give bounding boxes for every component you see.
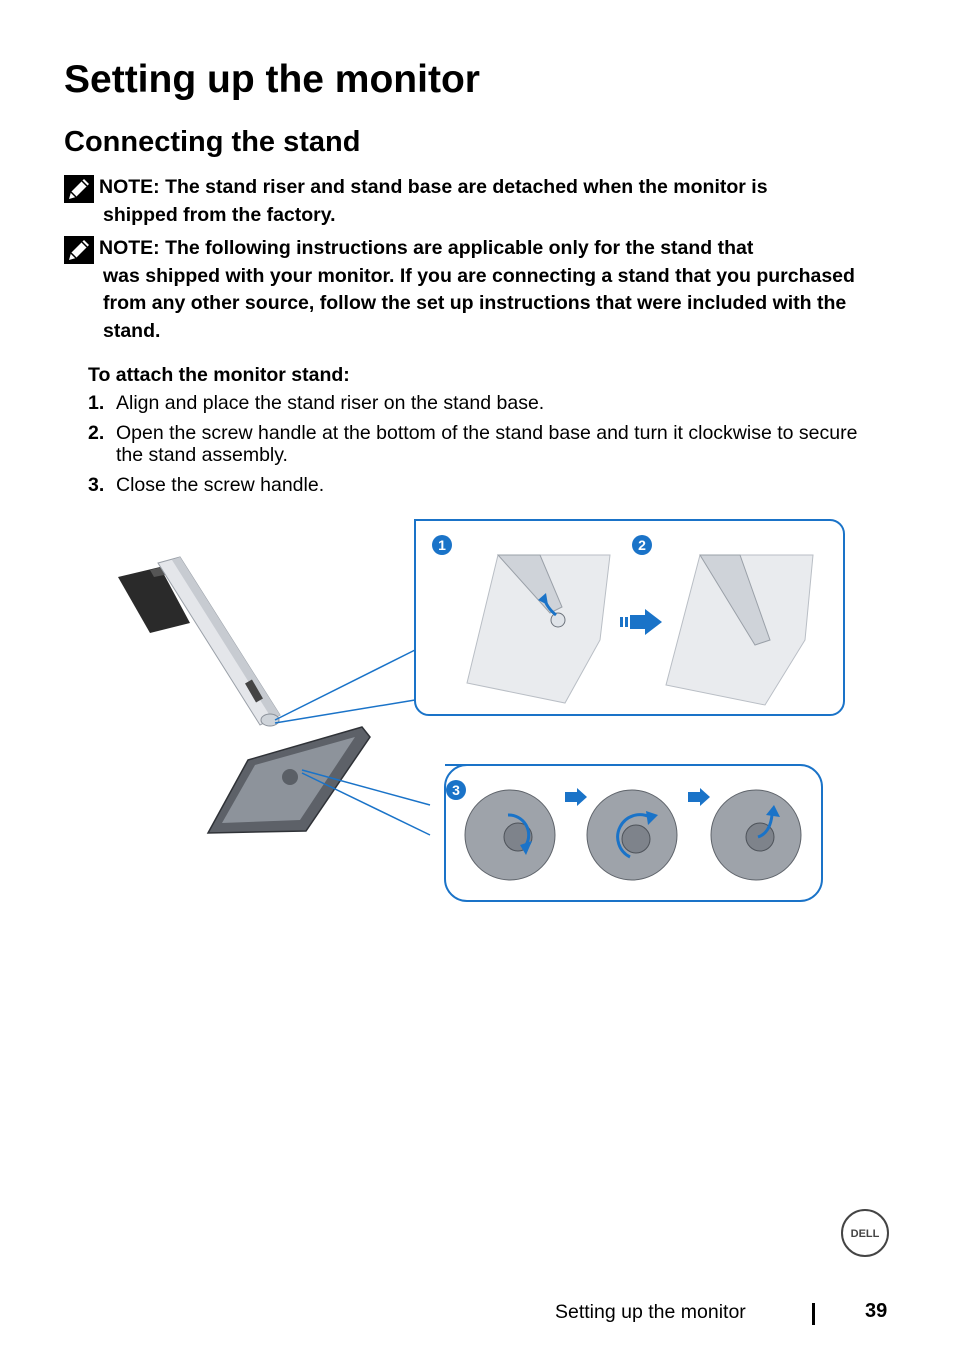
procedure-heading: To attach the monitor stand: <box>88 364 350 386</box>
arrow-right-icon <box>620 609 662 635</box>
page-title: Setting up the monitor <box>64 58 480 101</box>
section-title: Connecting the stand <box>64 126 361 158</box>
steps-list <box>88 392 888 504</box>
note-pencil-icon <box>64 175 94 203</box>
step-text: Close the screw handle. <box>116 474 325 496</box>
step-number: 2. <box>88 422 105 444</box>
step-text: Open the screw handle at the bottom of the stand base and turn it clockwise to secure the stand assembly. <box>116 422 858 466</box>
list-item <box>88 392 888 414</box>
note-2-line1: NOTE: The following instructions are applicable only for the stand that <box>99 237 754 259</box>
note-2 <box>64 235 894 345</box>
arrow-right-icon <box>565 788 587 806</box>
step-text: Align and place the stand riser on the stand base. <box>116 392 545 414</box>
callout-label-2: 2 <box>638 537 646 553</box>
list-item <box>88 422 888 466</box>
callout-label-1: 1 <box>438 537 446 553</box>
screw-handle-turn <box>587 790 677 880</box>
note-1-rest: shipped from the factory. <box>103 203 336 226</box>
stand-assembly-illustration <box>110 515 855 910</box>
note-1 <box>64 174 894 229</box>
note-pencil-icon <box>64 236 94 264</box>
screw-handle-close <box>711 790 801 880</box>
callout-label-3: 3 <box>452 782 460 798</box>
list-item <box>88 474 888 496</box>
note-1-line1: NOTE: The stand riser and stand base are detached when the monitor is <box>99 176 768 198</box>
dell-logo <box>840 1208 890 1258</box>
dell-logo-text: DELL <box>850 1228 880 1240</box>
screw-handle-open <box>465 790 555 880</box>
step-number: 3. <box>88 474 105 496</box>
step-number: 1. <box>88 392 105 414</box>
footer-section-title: Setting up the monitor <box>555 1301 746 1323</box>
footer-divider <box>812 1303 815 1325</box>
note-2-rest: was shipped with your monitor. If you are connecting a stand that you purchased from any other source, follow the set up instructions that were included with the stand. <box>103 264 855 342</box>
arrow-right-icon <box>688 788 710 806</box>
page-number: 39 <box>865 1300 888 1322</box>
